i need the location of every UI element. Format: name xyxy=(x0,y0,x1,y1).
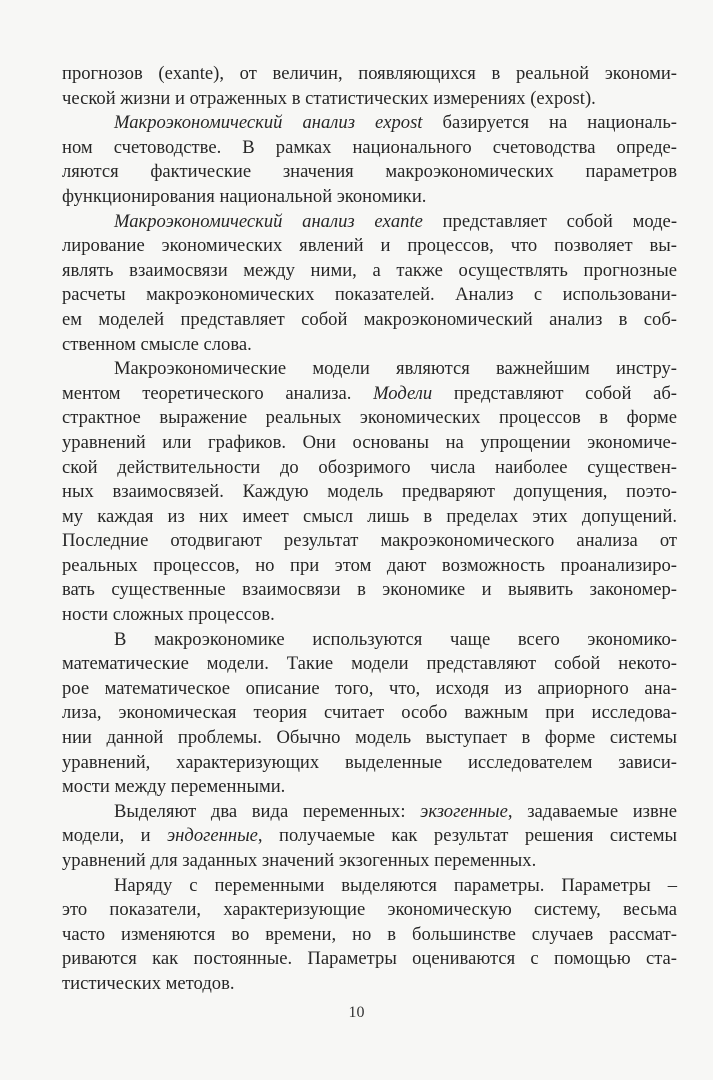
paragraph xyxy=(62,800,677,874)
text-segment: ментом теоретического анализа. xyxy=(62,382,374,404)
text-segment: прогнозов (exante), от величин, появляющихся в реальной экономи- xyxy=(62,63,677,84)
text-line xyxy=(62,947,677,972)
text-segment: В макроэкономике используются чаще всего экономико- xyxy=(114,628,677,650)
text-line xyxy=(62,628,677,653)
text-segment: математические модели. Такие модели представляют собой некото- xyxy=(62,653,677,675)
text-line xyxy=(62,505,677,530)
italic-term: Модели xyxy=(373,382,433,404)
text-line xyxy=(62,333,677,358)
text-line xyxy=(62,874,677,899)
text-segment: тистических методов. xyxy=(62,972,235,994)
text-segment: представляют собой аб- xyxy=(432,382,677,404)
text-segment: рое математическое описание того, что, исходя из априорного ана- xyxy=(62,677,677,699)
text-line xyxy=(62,62,677,87)
text-segment: ческой жизни и отраженных в статистических измерениях (expost). xyxy=(62,87,596,109)
text-line xyxy=(62,308,677,333)
paragraph xyxy=(62,62,677,111)
italic-term: Макроэкономический анализ expost xyxy=(114,112,423,134)
text-segment: , задаваемые извне xyxy=(507,800,677,822)
text-segment: ской действительности до обозримого числа наиболее существен- xyxy=(62,456,677,478)
text-segment: расчеты макроэкономических показателей. Анализ с использовани- xyxy=(62,284,677,306)
text-line xyxy=(62,357,677,382)
text-segment: это показатели, характеризующие экономическую систему, весьма xyxy=(62,899,677,921)
text-line xyxy=(62,554,677,579)
text-line xyxy=(62,677,677,702)
text-segment: риваются как постоянные. Параметры оцениваются с помощью ста- xyxy=(62,948,677,970)
text-line xyxy=(62,185,677,210)
page-number: 10 xyxy=(348,1004,365,1021)
text-line xyxy=(62,898,677,923)
text-segment: Наряду с переменными выделяются параметры. Параметры – xyxy=(114,874,677,896)
text-segment: ляются фактические значения макроэкономических параметров xyxy=(62,161,677,183)
text-segment: нии данной проблемы. Обычно модель выступает в форме системы xyxy=(62,727,677,749)
paragraph xyxy=(62,628,677,800)
paragraph xyxy=(62,111,677,209)
text-line xyxy=(62,382,677,407)
text-line xyxy=(62,283,677,308)
text-segment: лиза, экономическая теория считает особо важным при исследова- xyxy=(62,702,677,724)
italic-term: эндогенные xyxy=(166,825,258,847)
paragraph xyxy=(62,210,677,358)
text-segment: вать существенные взаимосвязи в экономике и выявить закономер- xyxy=(62,579,677,601)
text-line xyxy=(62,726,677,751)
text-line xyxy=(62,160,677,185)
text-segment: ственном смысле слова. xyxy=(62,333,252,355)
text-segment: представляет собой моде- xyxy=(422,210,678,232)
text-line xyxy=(62,751,677,776)
text-line xyxy=(62,578,677,603)
text-line xyxy=(62,652,677,677)
text-line xyxy=(62,456,677,481)
text-segment: му каждая из них имеет смысл лишь в пределах этих допущений. xyxy=(62,505,677,527)
paragraph xyxy=(62,874,677,997)
text-segment: базируется на националь- xyxy=(422,112,677,134)
text-segment: являть взаимосвязи между ними, а также осуществлять прогнозные xyxy=(62,259,677,281)
text-segment: Выделяют два вида переменных: xyxy=(114,800,421,822)
text-line xyxy=(62,529,677,554)
text-segment: страктное выражение реальных экономических процессов в форме xyxy=(62,407,677,429)
text-line xyxy=(62,972,677,997)
text-segment: Макроэкономические модели являются важнейшим инстру- xyxy=(114,358,677,380)
text-line xyxy=(62,603,677,628)
text-line xyxy=(62,87,677,112)
text-segment: мости между переменными. xyxy=(62,776,286,798)
text-segment: , получаемые как результат решения системы xyxy=(257,825,677,847)
text-line xyxy=(62,775,677,800)
italic-term: экзогенные xyxy=(420,800,508,822)
text-segment: функционирования национальной экономики. xyxy=(62,185,427,207)
text-segment: лирование экономических явлений и процессов, что позволяет вы- xyxy=(62,235,677,257)
text-segment: часто изменяются во времени, но в большинстве случаев рассмат- xyxy=(62,923,677,945)
text-line xyxy=(62,701,677,726)
page-body xyxy=(62,62,677,997)
text-line xyxy=(62,136,677,161)
text-segment: уравнений для заданных значений экзогенных переменных. xyxy=(62,850,537,871)
text-line xyxy=(62,849,677,874)
text-segment: уравнений или графиков. Они основаны на упрощении экономиче- xyxy=(62,431,677,453)
text-line xyxy=(62,431,677,456)
text-segment: Последние отодвигают результат макроэкономического анализа от xyxy=(62,530,677,552)
text-segment: модели, и xyxy=(62,825,167,847)
text-segment: ных взаимосвязей. Каждую модель предваряют допущения, поэто- xyxy=(62,481,677,503)
text-line xyxy=(62,111,677,136)
text-segment: ем моделей представляет собой макроэкономический анализ в соб- xyxy=(62,308,677,330)
text-line xyxy=(62,210,677,235)
text-line xyxy=(62,406,677,431)
paragraph xyxy=(62,357,677,628)
text-line xyxy=(62,923,677,948)
text-line xyxy=(62,824,677,849)
text-line xyxy=(62,480,677,505)
text-line xyxy=(62,259,677,284)
italic-term: Макроэкономический анализ exante xyxy=(114,210,423,232)
text-segment: реальных процессов, но при этом дают возможность проанализиро- xyxy=(62,554,677,576)
text-segment: ности сложных процессов. xyxy=(62,604,275,626)
text-segment: уравнений, характеризующих выделенные исследователем зависи- xyxy=(62,751,677,773)
text-line xyxy=(62,234,677,259)
text-line xyxy=(62,800,677,825)
text-segment: ном счетоводстве. В рамках национального счетоводства опреде- xyxy=(62,136,677,158)
